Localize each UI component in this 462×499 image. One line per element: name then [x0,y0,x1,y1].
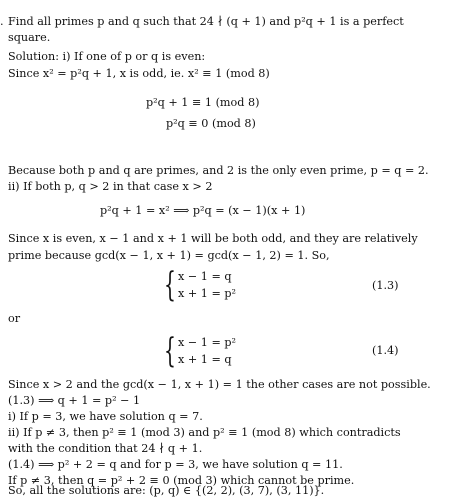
system1-row2: x + 1 = p² [178,287,237,300]
conclusion-line-5: with the condition that 24 ∤ q + 1. [8,442,203,455]
left-brace-2: { [164,331,176,371]
system2-row1: x − 1 = p² [178,336,237,349]
conclusion-line-8: So, all the solutions are: (p, q) ∈ {(2, 2), (3, 7), (3, 11)}. [8,484,325,497]
conclusion-line-2: (1.3) ⟹ q + 1 = p² − 1 [8,394,141,407]
equation-mod8-2: p²q ≡ 0 (mod 8) [166,117,256,130]
or-text: or [8,312,21,325]
since-line: Since x² = p²q + 1, x is odd, ie. x² ≡ 1 (mod 8) [8,67,270,80]
system2-row2: x + 1 = q [178,353,232,366]
solution-heading: Solution: i) If one of p or q is even: [8,50,206,63]
even-line-2: prime because gcd(x − 1, x + 1) = gcd(x − 1, 2) = 1. So, [8,249,330,262]
even-line-1: Since x is even, x − 1 and x + 1 will be both odd, and they are relatively [8,232,418,245]
conclusion-line-1: Since x > 2 and the gcd(x − 1, x + 1) = 1 the other cases are not possible. [8,378,431,391]
equation-label-1-4: (1.4) [372,344,399,357]
conclusion-line-7: If p ≠ 3, then q = p² + 2 ≡ 0 (mod 3) which cannot be prime. [8,474,355,487]
conclusion-line-4: ii) If p ≠ 3, then p² ≡ 1 (mod 3) and p² ≡ 1 (mod 8) which contradicts [8,426,401,439]
left-brace-1: { [164,265,176,305]
conclusion-line-6: (1.4) ⟹ p² + 2 = q and for p = 3, we have solution q = 11. [8,458,343,471]
system1-row1: x − 1 = q [178,270,232,283]
conclusion-line-3: i) If p = 3, we have solution q = 7. [8,410,203,423]
case-two-line: ii) If both p, q > 2 in that case x > 2 [8,180,213,193]
problem-marker: . [0,15,4,28]
equation-mod8-1: p²q + 1 ≡ 1 (mod 8) [146,96,260,109]
because-line: Because both p and q are primes, and 2 is the only even prime, p = q = 2. [8,164,429,177]
problem-statement-line-1: Find all primes p and q such that 24 ∤ (q + 1) and p²q + 1 is a perfect [8,15,404,28]
problem-statement-line-2: square. [8,31,51,44]
equation-label-1-3: (1.3) [372,279,399,292]
factor-equation: p²q + 1 = x² ⟹ p²q = (x − 1)(x + 1) [100,204,306,217]
